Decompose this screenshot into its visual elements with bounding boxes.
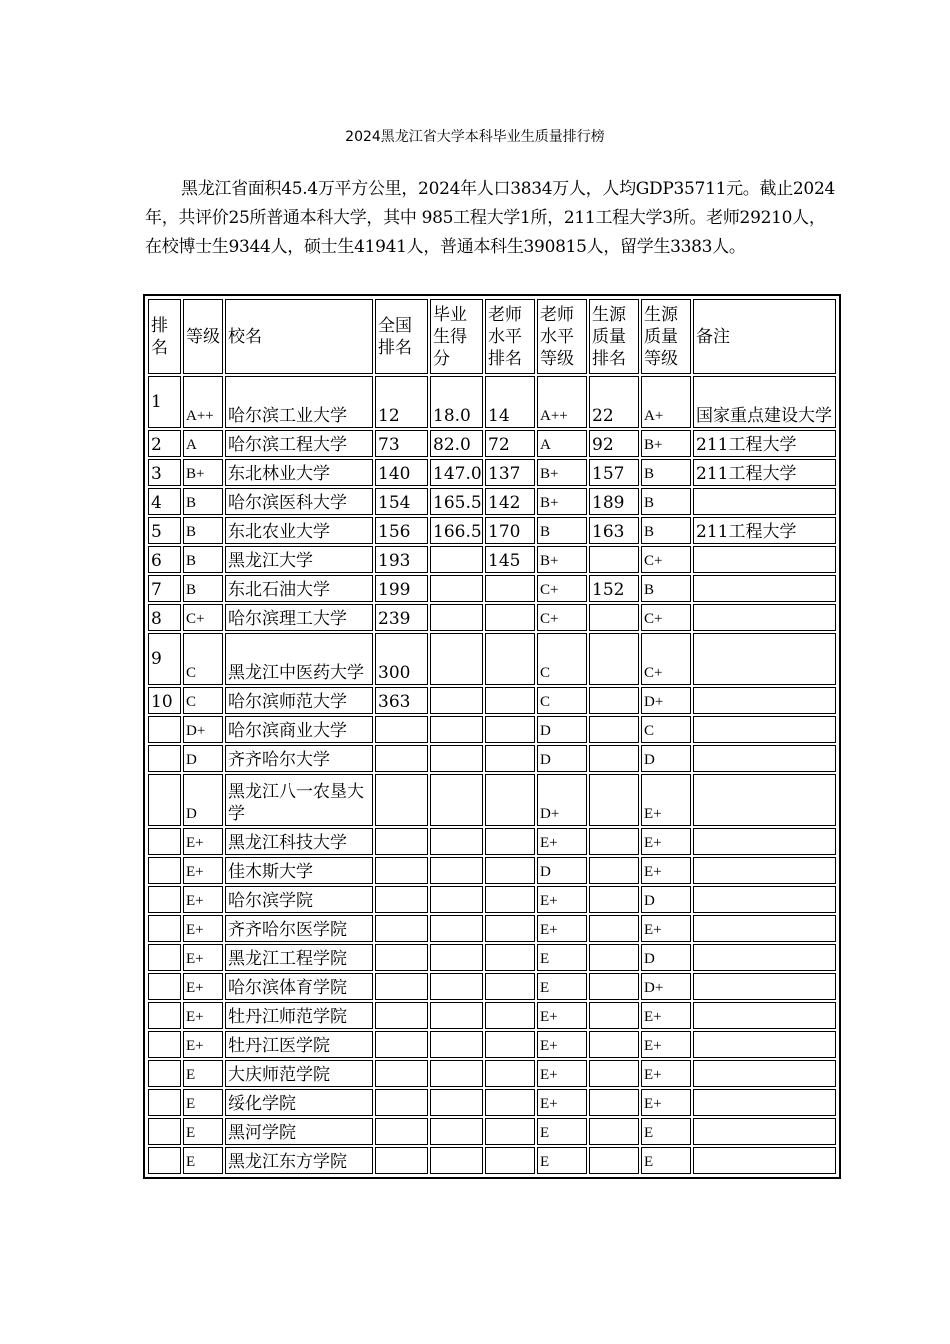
header-teacher-rank: 老师水平排名	[485, 299, 535, 374]
cell-graduate-score	[430, 604, 483, 631]
cell-graduate-score	[430, 886, 483, 913]
cell-rank	[148, 857, 181, 884]
header-note: 备注	[693, 299, 836, 374]
cell-note	[693, 774, 836, 826]
cell-source-rank: 189	[589, 488, 639, 515]
cell-teacher-grade: B+	[537, 459, 587, 486]
cell-source-grade: B	[641, 517, 691, 544]
cell-grade: D	[183, 745, 223, 772]
cell-teacher-rank	[485, 1118, 535, 1145]
cell-source-grade: B	[641, 459, 691, 486]
header-graduate-score: 毕业生得分	[430, 299, 483, 374]
table-row	[148, 575, 836, 602]
cell-teacher-grade: C+	[537, 575, 587, 602]
cell-note	[693, 886, 836, 913]
cell-source-rank: 157	[589, 459, 639, 486]
table-row	[148, 687, 836, 714]
cell-source-grade: B	[641, 488, 691, 515]
header-grade: 等级	[183, 299, 223, 374]
cell-teacher-grade: B+	[537, 488, 587, 515]
table-row	[148, 857, 836, 884]
cell-teacher-grade: E	[537, 973, 587, 1000]
cell-note	[693, 687, 836, 714]
cell-source-grade: D+	[641, 973, 691, 1000]
table-row	[148, 973, 836, 1000]
cell-grade: B	[183, 575, 223, 602]
cell-graduate-score	[430, 828, 483, 855]
table-body	[148, 376, 836, 1174]
cell-source-grade: C+	[641, 633, 691, 685]
cell-teacher-grade: C	[537, 687, 587, 714]
cell-teacher-grade: E+	[537, 1060, 587, 1087]
cell-teacher-rank: 137	[485, 459, 535, 486]
table-row	[148, 488, 836, 515]
cell-school-name: 哈尔滨体育学院	[225, 973, 373, 1000]
cell-teacher-rank	[485, 886, 535, 913]
cell-source-grade: E+	[641, 774, 691, 826]
cell-school-name: 大庆师范学院	[225, 1060, 373, 1087]
cell-teacher-rank	[485, 915, 535, 942]
cell-source-rank	[589, 1031, 639, 1058]
cell-teacher-rank	[485, 745, 535, 772]
cell-teacher-grade: E+	[537, 886, 587, 913]
table-row	[148, 1089, 836, 1116]
cell-rank	[148, 886, 181, 913]
cell-source-rank: 152	[589, 575, 639, 602]
cell-national-rank	[375, 1002, 428, 1029]
header-source-grade: 生源质量等级	[641, 299, 691, 374]
cell-teacher-rank	[485, 944, 535, 971]
cell-teacher-rank	[485, 604, 535, 631]
cell-national-rank	[375, 886, 428, 913]
cell-rank	[148, 1031, 181, 1058]
cell-source-grade: E+	[641, 1060, 691, 1087]
cell-source-grade: C+	[641, 546, 691, 573]
cell-source-grade: D+	[641, 687, 691, 714]
cell-source-rank	[589, 857, 639, 884]
cell-national-rank	[375, 973, 428, 1000]
cell-graduate-score	[430, 687, 483, 714]
cell-note: 211工程大学	[693, 517, 836, 544]
cell-grade: E+	[183, 1002, 223, 1029]
cell-teacher-grade: C+	[537, 604, 587, 631]
cell-note: 211工程大学	[693, 430, 836, 457]
table-row	[148, 459, 836, 486]
cell-national-rank	[375, 1118, 428, 1145]
cell-source-rank	[589, 633, 639, 685]
cell-school-name: 东北林业大学	[225, 459, 373, 486]
table-row	[148, 1031, 836, 1058]
cell-national-rank: 363	[375, 687, 428, 714]
cell-school-name: 哈尔滨师范大学	[225, 687, 373, 714]
cell-rank: 6	[148, 546, 181, 573]
table-row	[148, 517, 836, 544]
cell-teacher-grade: D	[537, 716, 587, 743]
cell-note: 国家重点建设大学	[693, 376, 836, 428]
cell-national-rank: 12	[375, 376, 428, 428]
cell-rank	[148, 828, 181, 855]
cell-source-grade: A+	[641, 376, 691, 428]
cell-school-name: 黑龙江八一农垦大学	[225, 774, 373, 826]
cell-teacher-rank	[485, 1002, 535, 1029]
cell-teacher-grade: E+	[537, 1002, 587, 1029]
cell-note	[693, 915, 836, 942]
cell-school-name: 佳木斯大学	[225, 857, 373, 884]
cell-teacher-rank	[485, 633, 535, 685]
cell-grade: D+	[183, 716, 223, 743]
cell-graduate-score: 166.5	[430, 517, 483, 544]
cell-school-name: 黑龙江大学	[225, 546, 373, 573]
cell-grade: E+	[183, 828, 223, 855]
cell-source-grade: D	[641, 886, 691, 913]
cell-rank: 1	[148, 376, 181, 428]
cell-note	[693, 488, 836, 515]
cell-source-rank	[589, 687, 639, 714]
cell-rank	[148, 973, 181, 1000]
cell-grade: E+	[183, 944, 223, 971]
document-title: 2024黑龙江省大学本科毕业生质量排行榜	[345, 129, 605, 145]
cell-teacher-rank: 145	[485, 546, 535, 573]
cell-grade: E+	[183, 886, 223, 913]
cell-teacher-rank	[485, 828, 535, 855]
cell-teacher-rank	[485, 1060, 535, 1087]
cell-source-grade: E+	[641, 1031, 691, 1058]
cell-source-grade: D	[641, 944, 691, 971]
cell-source-rank: 92	[589, 430, 639, 457]
cell-teacher-rank	[485, 774, 535, 826]
cell-graduate-score	[430, 1147, 483, 1174]
cell-grade: E+	[183, 973, 223, 1000]
cell-graduate-score: 165.5	[430, 488, 483, 515]
table-row	[148, 915, 836, 942]
table-row	[148, 886, 836, 913]
cell-graduate-score	[430, 1002, 483, 1029]
cell-graduate-score	[430, 915, 483, 942]
cell-grade: B	[183, 517, 223, 544]
cell-rank	[148, 944, 181, 971]
table-row	[148, 1060, 836, 1087]
header-rank: 排名	[148, 299, 181, 374]
table-row	[148, 604, 836, 631]
cell-teacher-grade: A++	[537, 376, 587, 428]
header-teacher-grade: 老师水平等级	[537, 299, 587, 374]
cell-rank: 8	[148, 604, 181, 631]
cell-source-grade: C+	[641, 604, 691, 631]
cell-teacher-grade: E+	[537, 915, 587, 942]
cell-source-rank	[589, 828, 639, 855]
cell-rank: 7	[148, 575, 181, 602]
cell-national-rank	[375, 745, 428, 772]
cell-note	[693, 633, 836, 685]
cell-national-rank: 154	[375, 488, 428, 515]
cell-graduate-score	[430, 633, 483, 685]
cell-graduate-score	[430, 1089, 483, 1116]
cell-grade: C	[183, 687, 223, 714]
cell-rank: 2	[148, 430, 181, 457]
cell-source-grade: E	[641, 1118, 691, 1145]
cell-note: 211工程大学	[693, 459, 836, 486]
cell-school-name: 东北农业大学	[225, 517, 373, 544]
cell-note	[693, 546, 836, 573]
table-row	[148, 745, 836, 772]
cell-grade: C+	[183, 604, 223, 631]
cell-source-rank: 163	[589, 517, 639, 544]
cell-national-rank: 73	[375, 430, 428, 457]
cell-note	[693, 575, 836, 602]
cell-graduate-score	[430, 745, 483, 772]
cell-school-name: 哈尔滨医科大学	[225, 488, 373, 515]
cell-graduate-score: 82.0	[430, 430, 483, 457]
cell-grade: B+	[183, 459, 223, 486]
cell-rank	[148, 1089, 181, 1116]
cell-school-name: 哈尔滨学院	[225, 886, 373, 913]
cell-source-rank	[589, 1002, 639, 1029]
cell-graduate-score	[430, 716, 483, 743]
cell-national-rank	[375, 1089, 428, 1116]
cell-note	[693, 1031, 836, 1058]
cell-graduate-score	[430, 1031, 483, 1058]
cell-graduate-score	[430, 774, 483, 826]
intro-paragraph: 黑龙江省面积45.4万平方公里，2024年人口3834万人，人均GDP35711元。截止2024年，共评价25所普通本科大学，其中 985工程大学1所，211工程大学3所。老师29210人，在校博士生9344人，硕士生41941人，普通本科生390815人，留学生3383人。	[145, 179, 835, 257]
cell-teacher-grade: D	[537, 857, 587, 884]
cell-grade: E	[183, 1089, 223, 1116]
cell-source-grade: E+	[641, 1089, 691, 1116]
cell-national-rank: 199	[375, 575, 428, 602]
cell-source-grade: E+	[641, 857, 691, 884]
cell-graduate-score: 18.0	[430, 376, 483, 428]
cell-source-rank	[589, 1060, 639, 1087]
table-row	[148, 1147, 836, 1174]
cell-note	[693, 944, 836, 971]
cell-note	[693, 1118, 836, 1145]
cell-graduate-score	[430, 546, 483, 573]
cell-grade: E+	[183, 857, 223, 884]
cell-teacher-rank	[485, 687, 535, 714]
cell-source-rank	[589, 716, 639, 743]
cell-source-rank	[589, 1089, 639, 1116]
cell-source-rank	[589, 546, 639, 573]
cell-source-grade: B	[641, 575, 691, 602]
cell-school-name: 东北石油大学	[225, 575, 373, 602]
cell-teacher-grade: B+	[537, 546, 587, 573]
cell-source-rank	[589, 745, 639, 772]
cell-grade: E+	[183, 915, 223, 942]
cell-source-grade: D	[641, 745, 691, 772]
cell-graduate-score	[430, 973, 483, 1000]
cell-teacher-rank	[485, 1089, 535, 1116]
cell-national-rank: 193	[375, 546, 428, 573]
cell-note	[693, 828, 836, 855]
cell-national-rank: 239	[375, 604, 428, 631]
cell-teacher-rank	[485, 575, 535, 602]
cell-graduate-score: 147.0	[430, 459, 483, 486]
ranking-table	[146, 297, 838, 1176]
table-row	[148, 828, 836, 855]
cell-teacher-rank	[485, 1147, 535, 1174]
cell-teacher-rank	[485, 716, 535, 743]
cell-grade: A++	[183, 376, 223, 428]
cell-grade: B	[183, 488, 223, 515]
table-row	[148, 546, 836, 573]
table-row	[148, 633, 836, 685]
cell-teacher-grade: D	[537, 745, 587, 772]
table-row	[148, 1002, 836, 1029]
cell-national-rank	[375, 774, 428, 826]
cell-source-grade: E+	[641, 915, 691, 942]
header-source-rank: 生源质量排名	[589, 299, 639, 374]
table-row	[148, 774, 836, 826]
cell-teacher-rank: 170	[485, 517, 535, 544]
cell-school-name: 牡丹江医学院	[225, 1031, 373, 1058]
cell-rank: 4	[148, 488, 181, 515]
cell-source-grade: E+	[641, 828, 691, 855]
cell-rank: 3	[148, 459, 181, 486]
cell-teacher-rank	[485, 973, 535, 1000]
header-national-rank: 全国排名	[375, 299, 428, 374]
header-school-name: 校名	[225, 299, 373, 374]
cell-teacher-rank: 14	[485, 376, 535, 428]
cell-rank: 10	[148, 687, 181, 714]
cell-source-rank	[589, 1147, 639, 1174]
cell-graduate-score	[430, 857, 483, 884]
cell-note	[693, 857, 836, 884]
cell-school-name: 黑龙江科技大学	[225, 828, 373, 855]
cell-source-rank	[589, 886, 639, 913]
cell-graduate-score	[430, 575, 483, 602]
cell-national-rank	[375, 915, 428, 942]
cell-school-name: 齐齐哈尔医学院	[225, 915, 373, 942]
cell-rank: 5	[148, 517, 181, 544]
cell-source-rank	[589, 944, 639, 971]
cell-school-name: 绥化学院	[225, 1089, 373, 1116]
cell-rank	[148, 1060, 181, 1087]
cell-source-rank	[589, 604, 639, 631]
table-row	[148, 1118, 836, 1145]
cell-teacher-grade: A	[537, 430, 587, 457]
cell-note	[693, 604, 836, 631]
cell-source-rank	[589, 1118, 639, 1145]
cell-source-grade: E+	[641, 1002, 691, 1029]
cell-school-name: 黑河学院	[225, 1118, 373, 1145]
cell-source-rank	[589, 774, 639, 826]
cell-teacher-grade: E	[537, 944, 587, 971]
cell-note	[693, 1060, 836, 1087]
table-row	[148, 944, 836, 971]
cell-teacher-grade: E	[537, 1118, 587, 1145]
cell-grade: B	[183, 546, 223, 573]
cell-school-name: 哈尔滨工程大学	[225, 430, 373, 457]
cell-school-name: 黑龙江工程学院	[225, 944, 373, 971]
table-header-row	[148, 299, 836, 374]
cell-rank	[148, 1002, 181, 1029]
cell-graduate-score	[430, 944, 483, 971]
cell-teacher-rank	[485, 1031, 535, 1058]
cell-teacher-grade: E+	[537, 1089, 587, 1116]
cell-source-rank	[589, 915, 639, 942]
cell-school-name: 哈尔滨商业大学	[225, 716, 373, 743]
cell-school-name: 黑龙江东方学院	[225, 1147, 373, 1174]
cell-graduate-score	[430, 1060, 483, 1087]
cell-grade: E	[183, 1147, 223, 1174]
cell-teacher-grade: D+	[537, 774, 587, 826]
table-row	[148, 716, 836, 743]
table-row	[148, 430, 836, 457]
cell-teacher-grade: E+	[537, 828, 587, 855]
cell-source-grade: E	[641, 1147, 691, 1174]
cell-note	[693, 1147, 836, 1174]
cell-national-rank: 300	[375, 633, 428, 685]
cell-source-grade: B+	[641, 430, 691, 457]
cell-national-rank: 156	[375, 517, 428, 544]
cell-national-rank	[375, 828, 428, 855]
cell-rank: 9	[148, 633, 181, 685]
cell-grade: E+	[183, 1031, 223, 1058]
cell-grade: C	[183, 633, 223, 685]
cell-grade: A	[183, 430, 223, 457]
cell-teacher-rank	[485, 857, 535, 884]
cell-graduate-score	[430, 1118, 483, 1145]
cell-school-name: 哈尔滨理工大学	[225, 604, 373, 631]
cell-rank	[148, 774, 181, 826]
cell-national-rank	[375, 1147, 428, 1174]
cell-note	[693, 1089, 836, 1116]
cell-national-rank	[375, 716, 428, 743]
cell-rank	[148, 745, 181, 772]
cell-note	[693, 716, 836, 743]
cell-teacher-grade: E+	[537, 1031, 587, 1058]
ranking-table-frame	[143, 294, 841, 1179]
cell-national-rank: 140	[375, 459, 428, 486]
cell-note	[693, 1002, 836, 1029]
cell-teacher-grade: C	[537, 633, 587, 685]
cell-rank	[148, 1147, 181, 1174]
cell-rank	[148, 1118, 181, 1145]
cell-note	[693, 973, 836, 1000]
cell-rank	[148, 716, 181, 743]
cell-note	[693, 745, 836, 772]
cell-source-rank	[589, 973, 639, 1000]
cell-grade: E	[183, 1060, 223, 1087]
cell-grade: E	[183, 1118, 223, 1145]
table-row	[148, 376, 836, 428]
cell-national-rank	[375, 1060, 428, 1087]
cell-school-name: 牡丹江师范学院	[225, 1002, 373, 1029]
cell-grade: D	[183, 774, 223, 826]
cell-rank	[148, 915, 181, 942]
cell-school-name: 齐齐哈尔大学	[225, 745, 373, 772]
cell-source-rank: 22	[589, 376, 639, 428]
cell-school-name: 哈尔滨工业大学	[225, 376, 373, 428]
cell-teacher-rank: 72	[485, 430, 535, 457]
cell-source-grade: C	[641, 716, 691, 743]
cell-teacher-grade: E	[537, 1147, 587, 1174]
cell-national-rank	[375, 857, 428, 884]
cell-national-rank	[375, 1031, 428, 1058]
cell-national-rank	[375, 944, 428, 971]
cell-teacher-rank: 142	[485, 488, 535, 515]
cell-school-name: 黑龙江中医药大学	[225, 633, 373, 685]
cell-teacher-grade: B	[537, 517, 587, 544]
